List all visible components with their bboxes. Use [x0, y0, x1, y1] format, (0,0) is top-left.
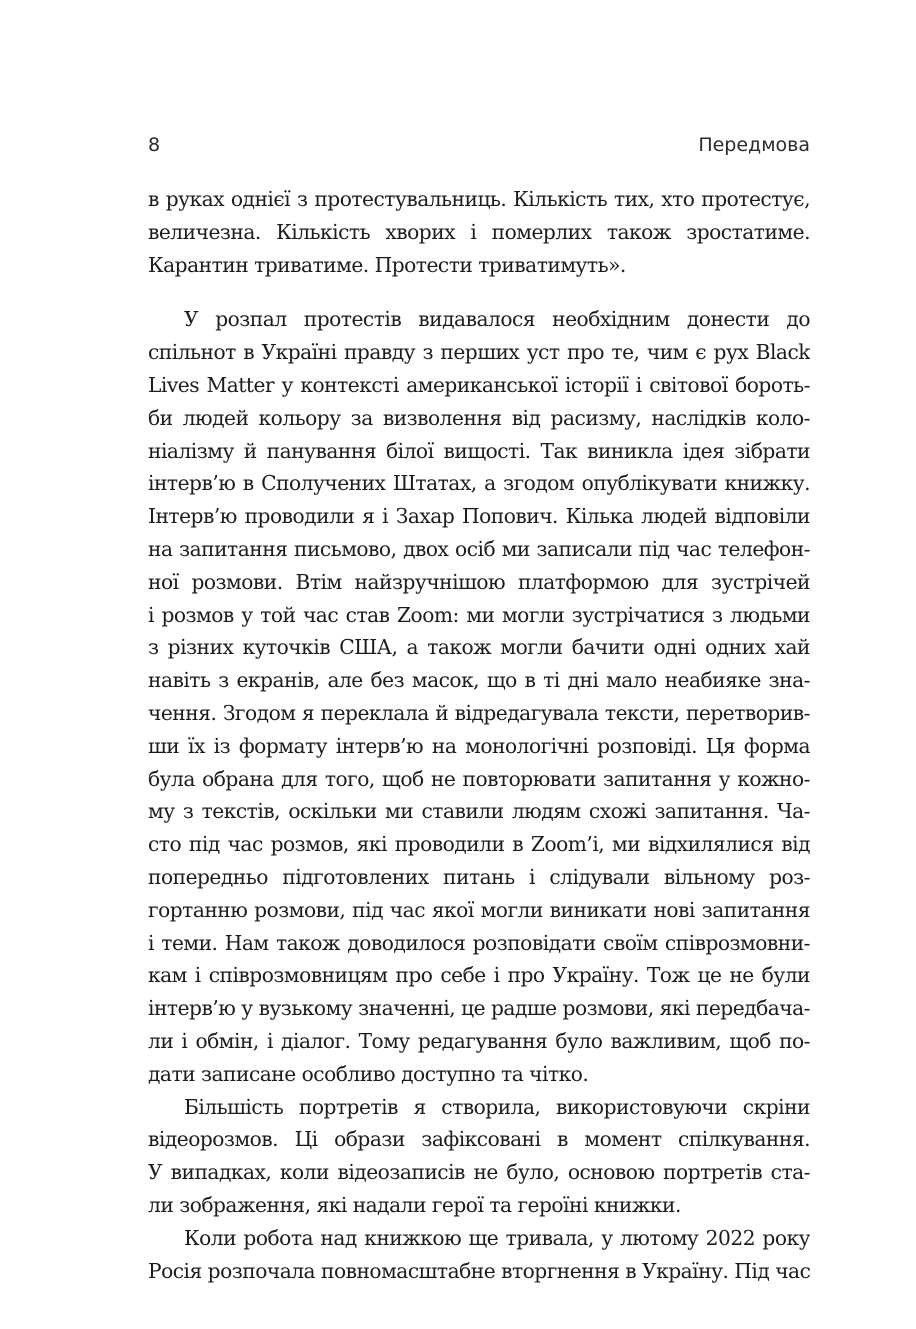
section-title: Передмова — [698, 134, 810, 156]
text-line: була обрана для того, щоб не повторювати запитання у кожно- — [148, 766, 810, 791]
paragraph-continuation — [148, 183, 810, 281]
text-line: спільнот в Україні правду з перших уст про те, чим є рух Black — [148, 340, 810, 365]
text-line: У розпал протестів видавалося необхідним донести до — [184, 307, 810, 332]
text-line: і теми. Нам також доводилося розповідати своїм співрозмовни- — [148, 930, 810, 955]
text-line: ли зображення, які надали герої та героїні книжки. — [148, 1192, 681, 1217]
text-line: Коли робота над книжкою ще тривала, у лютому 2022 року — [184, 1225, 810, 1250]
text-line: Карантин триватиме. Протести триватимуть». — [148, 252, 626, 277]
text-line: У випадках, коли відеозаписів не було, основою портретів ста- — [148, 1160, 810, 1185]
text-line: відеорозмов. Ці образи зафіксовані в момент спілкування. — [148, 1127, 810, 1152]
page-number: 8 — [148, 134, 161, 156]
text-line: на запитання письмово, двох осіб ми записали під час телефон- — [148, 536, 810, 561]
text-line: ли і обмін, і діалог. Тому редагування було важливим, щоб по- — [148, 1028, 810, 1053]
text-line: в руках однієї з протестувальниць. Кількість тих, хто протестує, — [148, 187, 810, 211]
paragraph — [148, 303, 810, 1090]
text-line: чення. Згодом я переклала й відредагувала тексти, перетворив- — [148, 700, 810, 725]
text-line: сто під час розмов, які проводили в Zoom’і, ми відхилялися від — [148, 832, 810, 857]
text-line: кам і співрозмовницям про себе і про Україну. Тож це не були — [148, 963, 810, 988]
text-line: з різних куточків США, а також могли бачити одні одних хай — [148, 635, 810, 660]
text-line: дати записане особливо доступно та чітко. — [148, 1061, 589, 1086]
text-line: інтерв’ю в Сполучених Штатах, а згодом опублікувати книжку. — [148, 471, 810, 496]
text-line: Більшість портретів я створила, використовуючи скріни — [184, 1094, 810, 1119]
text-line: би людей кольору за визволення від расизму, наслідків коло- — [148, 405, 810, 430]
text-line: ної розмови. Втім найзручнішою платформою для зустрічей — [148, 569, 810, 594]
section-break — [148, 281, 810, 303]
text-line: гортанню розмови, під час якої могли виникати нові запитання — [148, 897, 810, 922]
text-line: величезна. Кількість хворих і померлих також зростатиме. — [148, 219, 810, 244]
text-line: Lives Matter у контексті американської історії і світової бороть- — [148, 372, 810, 397]
text-line: попередньо підготовлених питань і слідували вільному роз- — [148, 864, 810, 889]
paragraph — [148, 1091, 810, 1222]
text-line: Росія розпочала повномасштабне вторгнення в Україну. Під час — [148, 1258, 810, 1283]
text-line: ніалізму й панування білої вищості. Так виникла ідея зібрати — [148, 438, 810, 463]
running-head — [148, 134, 810, 162]
text-line: му з текстів, оскільки ми ставили людям схожі запитання. Ча- — [148, 799, 810, 824]
text-line: і розмов у той час став Zoom: ми могли зустрічатися з людьми — [148, 602, 810, 627]
text-line: інтерв’ю у вузькому значенні, це радше розмови, які передбача- — [148, 996, 810, 1021]
text-line: навіть з екранів, але без масок, що в ті дні мало неабияке зна- — [148, 668, 810, 693]
body-text — [148, 183, 810, 1287]
paragraph — [148, 1222, 810, 1288]
text-line: ши їх із формату інтерв’ю на монологічні розповіді. Ця форма — [148, 733, 810, 758]
text-line: Інтерв’ю проводили я і Захар Попович. Кілька людей відповіли — [148, 504, 810, 529]
